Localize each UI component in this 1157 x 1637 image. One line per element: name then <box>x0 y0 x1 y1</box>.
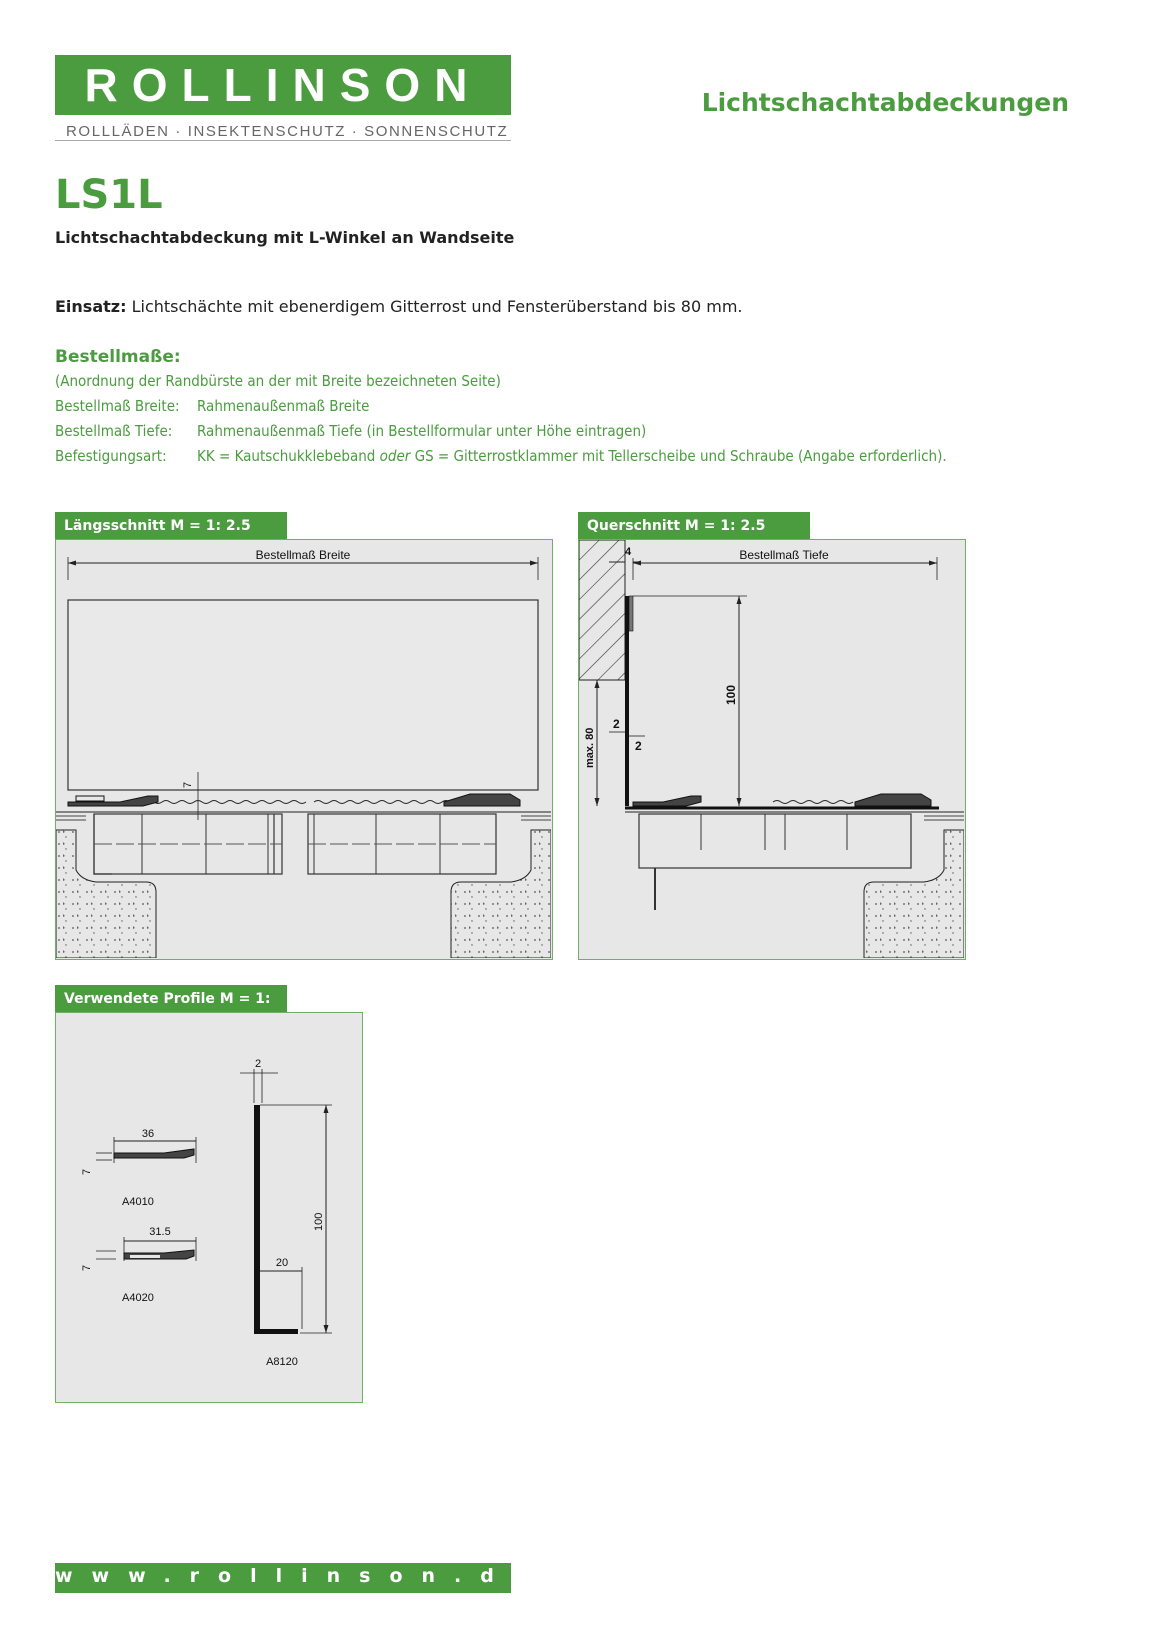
order-row-value-or: oder <box>379 447 411 465</box>
dim-label-width: Bestellmaß Breite <box>255 548 351 562</box>
a4010-width-label: 36 <box>141 1128 155 1140</box>
dim-label-7: 7 <box>182 781 194 788</box>
querschnitt-svg <box>579 540 964 958</box>
a8120-foot <box>254 1329 298 1334</box>
panel-title-profile: Verwendete Profile M = 1: <box>55 985 287 1013</box>
dim-label-4: 4 <box>625 546 632 558</box>
profile-wall-side <box>633 796 701 806</box>
order-row-value: Rahmenaußenmaß Tiefe (in Bestellformular unter Höhe eintragen) <box>197 422 647 440</box>
order-row-label: Befestigungsart: <box>55 447 167 465</box>
usage-label: Einsatz: <box>55 297 127 316</box>
l-profile-vertical <box>625 596 629 806</box>
order-note: (Anordnung der Randbürste an der mit Breite bezeichneten Seite) <box>55 372 501 390</box>
order-row-depth <box>55 422 646 440</box>
dim-label-100: 100 <box>724 684 738 705</box>
usage-line <box>55 297 743 316</box>
panel-title-laengsschnitt: Längsschnitt M = 1: 2.5 <box>55 512 287 540</box>
a8120-height-label: 100 <box>313 1212 325 1231</box>
logo-underline <box>55 140 511 141</box>
order-row-value-b: GS = Gitterrostklammer mit Tellerscheibe und Schraube (Angabe erforderlich). <box>410 447 947 465</box>
order-row-value-a: KK = Kautschukklebeband <box>197 447 380 465</box>
usage-text: Lichtschächte mit ebenerdigem Gitterrost und Fensterüberstand bis 80 mm. <box>131 297 743 316</box>
order-row-width <box>55 397 369 415</box>
product-subtitle: Lichtschachtabdeckung mit L-Winkel an Wandseite <box>55 228 515 247</box>
profile-right <box>444 794 520 806</box>
concrete-right <box>451 830 551 958</box>
a8120-leg-label: 20 <box>275 1257 289 1269</box>
dim-label-2b: 2 <box>635 739 642 753</box>
a4010-name: A4010 <box>122 1196 154 1208</box>
a8120-name: A8120 <box>266 1356 298 1368</box>
dim-label-max80: max. 80 <box>584 727 596 768</box>
order-row-fastening <box>55 447 947 465</box>
cover-plate <box>68 600 538 790</box>
order-heading: Bestellmaße: <box>55 347 181 367</box>
profile-far-side <box>855 794 931 806</box>
wall-section <box>579 540 625 680</box>
footer-url[interactable]: www.rollinson.de <box>55 1565 545 1587</box>
a8120-vertical <box>254 1105 260 1333</box>
panel-title-querschnitt: Querschnitt M = 1: 2.5 <box>578 512 810 540</box>
profile-svg <box>56 1013 361 1401</box>
product-model: LS1L <box>55 172 163 218</box>
drawing-laengsschnitt <box>55 539 553 960</box>
a4010-profile <box>114 1149 194 1158</box>
product-category: Lichtschachtabdeckungen <box>701 88 1069 117</box>
order-row-label: Bestellmaß Tiefe: <box>55 422 173 440</box>
a4010-height-label: 7 <box>81 1168 93 1175</box>
order-row-label: Bestellmaß Breite: <box>55 397 180 415</box>
logo-tagline: ROLLLÄDEN · INSEKTENSCHUTZ · SONNENSCHUTZ <box>66 123 509 140</box>
a4020-height-label: 7 <box>81 1264 93 1271</box>
a8120-thickness-label: 2 <box>254 1058 262 1070</box>
dim-label-2a: 2 <box>613 717 620 731</box>
a4020-name: A4020 <box>122 1292 154 1304</box>
logo-wordmark: ROLLINSON <box>84 59 482 111</box>
concrete-left <box>56 830 156 958</box>
dim-label-depth: Bestellmaß Tiefe <box>739 548 829 562</box>
a4020-width-label: 31.5 <box>149 1226 171 1238</box>
drawing-profile <box>55 1012 363 1403</box>
concrete-right <box>864 830 964 958</box>
order-row-value: Rahmenaußenmaß Breite <box>197 397 370 415</box>
drawing-querschnitt <box>578 539 966 960</box>
laengsschnitt-svg <box>56 540 551 958</box>
